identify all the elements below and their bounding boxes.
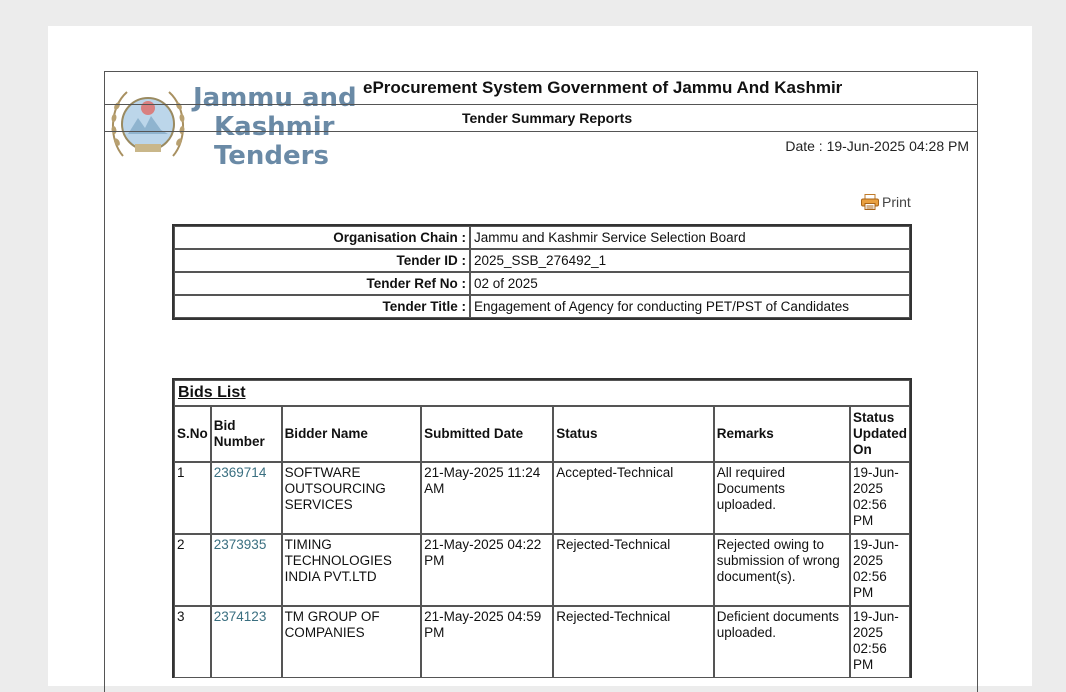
- jk-emblem-icon: [105, 78, 191, 174]
- tender-summary-table: [172, 224, 912, 320]
- table-row: [174, 606, 910, 678]
- summary-value: 2025_SSB_276492_1: [470, 249, 910, 272]
- print-button[interactable]: [861, 194, 911, 210]
- submitted-date-cell: 21-May-2025 11:24 AM: [421, 462, 553, 534]
- column-header: S.No: [174, 406, 211, 462]
- bidder-name-cell: TM GROUP OF COMPANIES: [282, 606, 422, 678]
- column-header: Submitted Date: [421, 406, 553, 462]
- status-cell: Rejected-Technical: [553, 606, 714, 678]
- status-cell: Rejected-Technical: [553, 534, 714, 606]
- bid-number-link[interactable]: 2369714: [213, 465, 267, 480]
- report-title: Tender Summary Reports: [462, 110, 633, 126]
- summary-label: Tender ID :: [174, 249, 470, 272]
- bids-caption-row: [174, 380, 910, 406]
- table-row: [174, 462, 910, 534]
- logo-line1: Jammu and: [193, 83, 357, 113]
- column-header: Bidder Name: [282, 406, 422, 462]
- bid-number-cell: [211, 534, 282, 606]
- remarks-cell: Deficient documents uploaded.: [714, 606, 850, 678]
- submitted-date-cell: 21-May-2025 04:22 PM: [421, 534, 553, 606]
- summary-value: Engagement of Agency for conducting PET/PST of Candidates: [470, 295, 910, 318]
- remarks-cell: All required Documents uploaded.: [714, 462, 850, 534]
- column-header: Status: [553, 406, 714, 462]
- bidder-name-cell: SOFTWARE OUTSOURCING SERVICES: [282, 462, 422, 534]
- print-label: Print: [882, 194, 911, 210]
- column-header: Status Updated On: [850, 406, 910, 462]
- report-date: Date : 19-Jun-2025 04:28 PM: [785, 138, 969, 154]
- submitted-date-cell: 21-May-2025 04:59 PM: [421, 606, 553, 678]
- summary-row: [174, 226, 910, 249]
- report-frame: [104, 71, 978, 692]
- header-divider: [105, 104, 977, 105]
- header-divider: [105, 131, 977, 132]
- summary-row: [174, 272, 910, 295]
- bids-list-caption: Bids List: [174, 380, 910, 406]
- summary-label: Tender Title :: [174, 295, 470, 318]
- status-updated-cell: 19-Jun-2025 02:56 PM: [850, 462, 910, 534]
- logo-line3: Tenders: [214, 141, 329, 171]
- column-header: Bid Number: [211, 406, 282, 462]
- summary-row: [174, 249, 910, 272]
- summary-label: Tender Ref No :: [174, 272, 470, 295]
- sno-cell: 2: [174, 534, 211, 606]
- bids-list-table: [172, 378, 912, 678]
- summary-value: Jammu and Kashmir Service Selection Board: [470, 226, 910, 249]
- summary-value: 02 of 2025: [470, 272, 910, 295]
- bidder-name-cell: TIMING TECHNOLOGIES INDIA PVT.LTD: [282, 534, 422, 606]
- bid-number-link[interactable]: 2373935: [213, 537, 267, 552]
- jk-tenders-logo: [105, 78, 357, 174]
- bid-number-cell: [211, 462, 282, 534]
- summary-label: Organisation Chain :: [174, 226, 470, 249]
- bid-number-link[interactable]: 2374123: [213, 609, 267, 624]
- sno-cell: 3: [174, 606, 211, 678]
- status-updated-cell: 19-Jun-2025 02:56 PM: [850, 606, 910, 678]
- summary-row: [174, 295, 910, 318]
- sno-cell: 1: [174, 462, 211, 534]
- bid-number-cell: [211, 606, 282, 678]
- logo-line2: Kashmir: [214, 112, 335, 142]
- column-header: Remarks: [714, 406, 850, 462]
- system-title: eProcurement System Government of Jammu And Kashmir: [363, 78, 843, 97]
- status-updated-cell: 19-Jun-2025 02:56 PM: [850, 534, 910, 606]
- status-cell: Accepted-Technical: [553, 462, 714, 534]
- bids-header-row: [174, 406, 910, 462]
- table-row: [174, 534, 910, 606]
- printer-icon: [861, 194, 879, 210]
- report-page: [48, 26, 1032, 686]
- remarks-cell: Rejected owing to submission of wrong document(s).: [714, 534, 850, 606]
- logo-text: [193, 84, 357, 171]
